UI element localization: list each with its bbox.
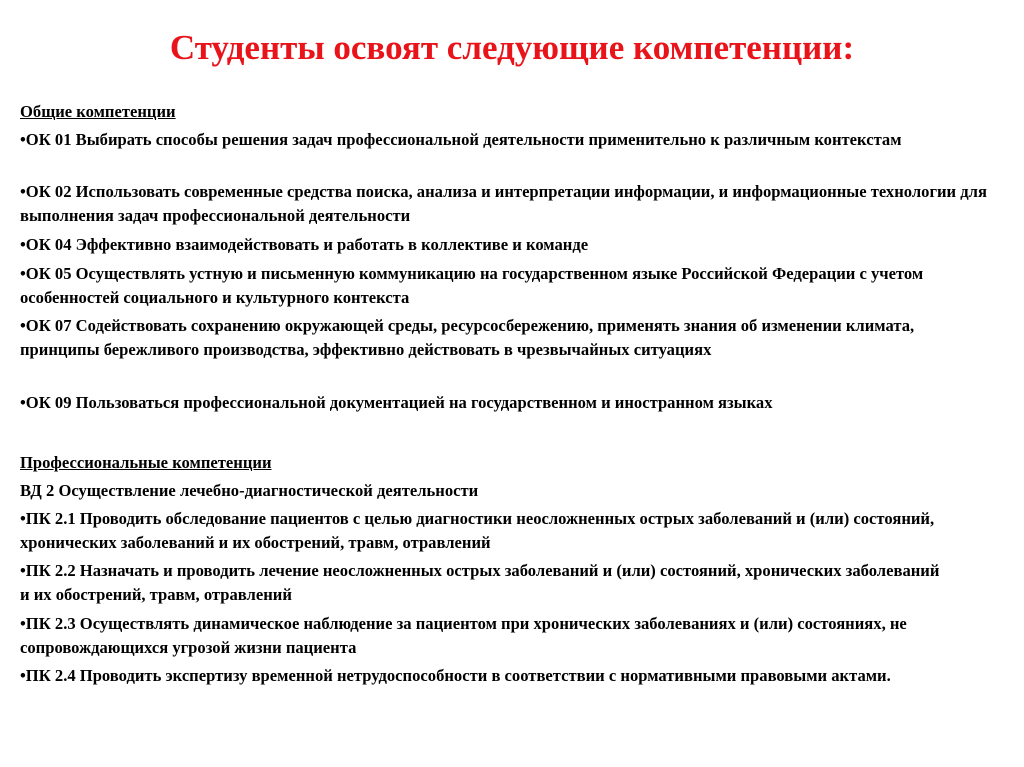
list-item: •ПК 2.4 Проводить экспертизу временной нетрудоспособности в соответствии с нормативными правовыми актами. — [20, 666, 891, 685]
list-item: •ОК 04 Эффективно взаимодействовать и работать в коллективе и команде — [20, 235, 589, 254]
list-item: •ОК 01 Выбирать способы решения задач профессиональной деятельности применительно к различным контекстам — [20, 130, 902, 149]
general-competencies-heading: Общие компетенции — [20, 102, 176, 121]
activity-type: ВД 2 Осуществление лечебно-диагностической деятельности — [20, 481, 479, 500]
list-item: •ОК 09 Пользоваться профессиональной документацией на государственном и иностранном языках — [20, 393, 773, 412]
list-item: •ПК 2.3 Осуществлять динамическое наблюдение за пациентом при хронических заболеваниях и (или) состояниях, не сопровождающихся угрозой жизни пациента — [20, 614, 907, 657]
list-item: •ПК 2.1 Проводить обследование пациентов с целью диагностики неосложненных острых заболеваний и (или) состояний, хронических заболеваний и их обострений, травм, отравлений — [20, 509, 935, 552]
list-item: •ОК 05 Осуществлять устную и письменную коммуникацию на государственном языке Российской Федерации с учетом особенностей социального и культурного контекста — [20, 264, 924, 307]
list-item: •ПК 2.2 Назначать и проводить лечение неосложненных острых заболеваний и (или) состояний, хронических заболеваний и их обострений, травм, отравлений — [20, 561, 940, 604]
professional-competencies-heading: Профессиональные компетенции — [20, 453, 272, 472]
list-item: •ОК 07 Содействовать сохранению окружающей среды, ресурсосбережению, применять знания об изменении климата, принципы бережливого производства, эффективно действовать в чрезвычайных ситуациях — [20, 316, 915, 359]
slide-title: Студенты освоят следующие компетенции: — [169, 28, 855, 67]
list-item: •ОК 02 Использовать современные средства поиска, анализа и интерпретации информации, и информационные технологии для выполнения задач профессиональной деятельности — [20, 182, 987, 225]
